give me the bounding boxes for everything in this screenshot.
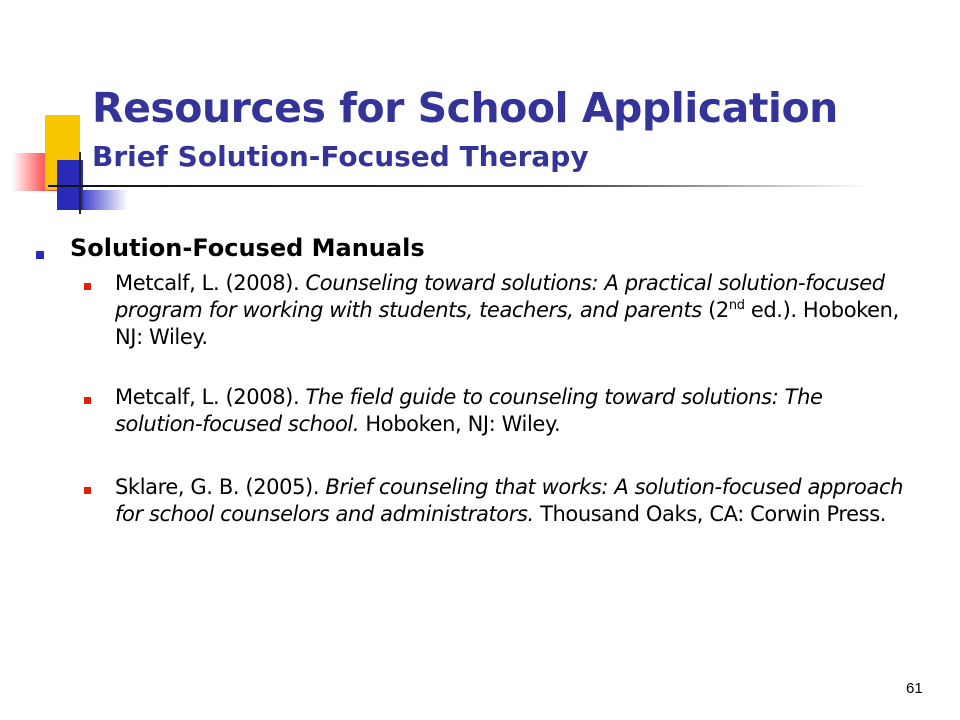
decorative-vertical-line xyxy=(79,152,81,214)
reference-publisher: Thousand Oaks, CA: Corwin Press. xyxy=(533,502,887,526)
bullet-square-icon xyxy=(84,397,91,404)
reference-title: Counseling toward solutions: A practical solution-focused program for working with students, teachers, and parents xyxy=(115,271,885,322)
reference-author: Metcalf, L. (2008). xyxy=(115,271,306,295)
reference-item xyxy=(115,384,915,438)
slide-title: Resources for School Application xyxy=(92,84,838,132)
slide-subtitle: Brief Solution-Focused Therapy xyxy=(92,140,589,173)
bullet-square-icon xyxy=(84,487,91,494)
reference-publisher: ed.). Hoboken, NJ: Wiley. xyxy=(115,298,899,349)
page-number: 61 xyxy=(906,680,923,697)
reference-title: Brief counseling that works: A solution-focused approach for school counselors and administrators. xyxy=(115,475,904,526)
reference-title: The field guide to counseling toward solutions: The solution-focused school. xyxy=(115,385,823,436)
reference-edition: (2 xyxy=(701,298,729,322)
reference-author: Sklare, G. B. (2005). xyxy=(115,475,326,499)
title-underline xyxy=(48,185,870,187)
reference-item xyxy=(115,270,915,351)
bullet-square-icon xyxy=(84,283,91,290)
reference-author: Metcalf, L. (2008). xyxy=(115,385,306,409)
section-heading: Solution-Focused Manuals xyxy=(70,234,425,262)
bullet-square-icon xyxy=(36,251,44,259)
reference-publisher: Hoboken, NJ: Wiley. xyxy=(359,412,561,436)
reference-edition-suffix: nd xyxy=(728,298,745,313)
decorative-blue-fade xyxy=(83,190,128,210)
reference-item xyxy=(115,474,915,528)
